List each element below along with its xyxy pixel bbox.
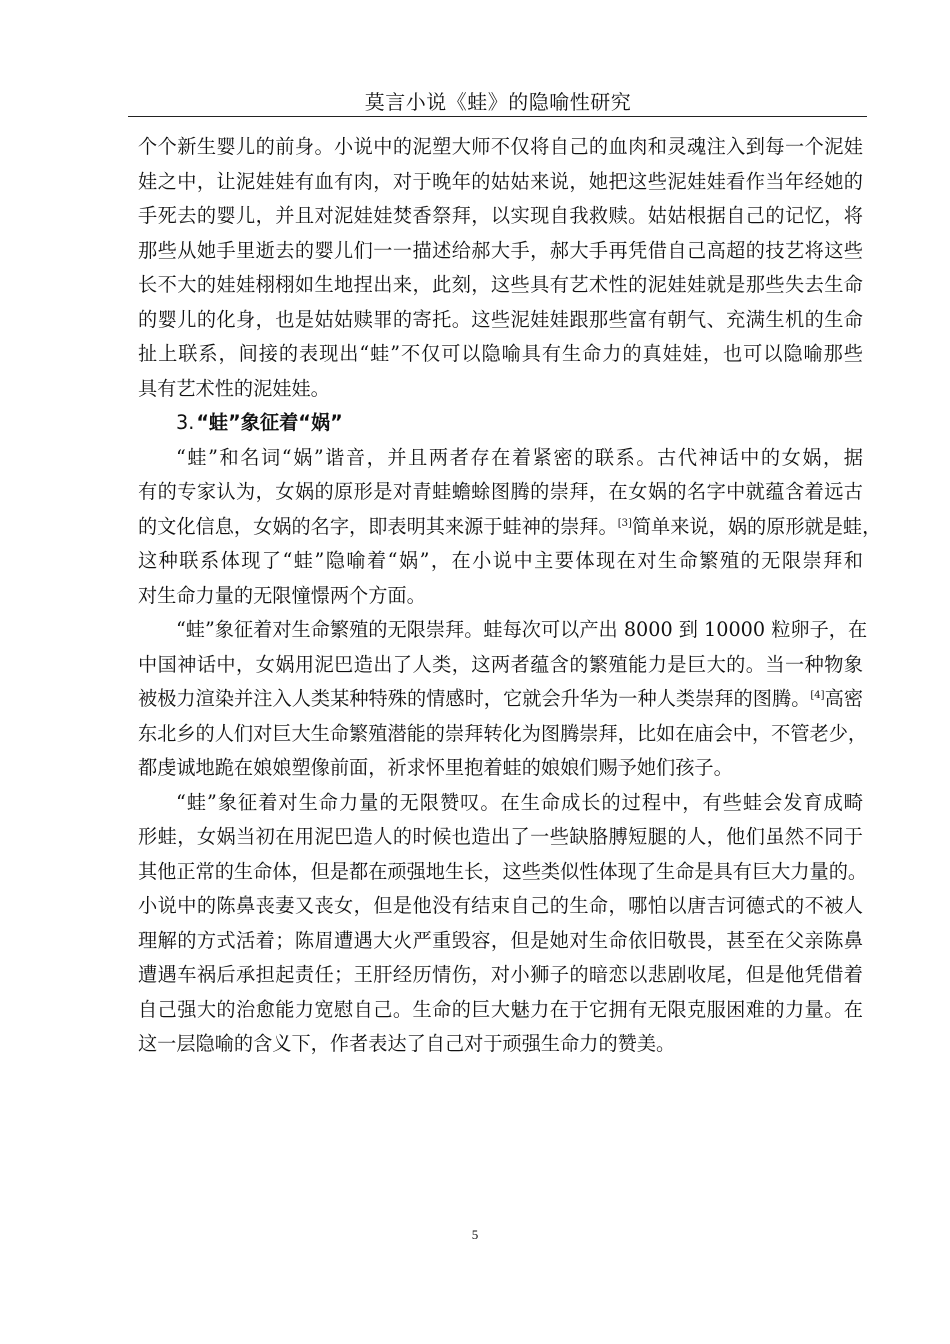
- citation-marker: [4]: [810, 690, 825, 701]
- text-line: 这一层隐喻的含义下，作者表达了自己对于顽强生命力的赞美。: [138, 1032, 676, 1055]
- text-line: 手死去的婴儿，并且对泥娃娃焚香祭拜，以实现自我救赎。姑姑根据自己的记忆，将: [138, 204, 863, 227]
- text-fragment: 的文化信息，女娲的名字，即表明其来源于蛙神的崇拜。: [138, 514, 618, 538]
- text-line: 这种联系体现了“蛙”隐喻着“娲”，在小说中主要体现在对生命繁殖的无限崇拜和: [138, 549, 863, 572]
- header-divider: [128, 116, 867, 117]
- text-line: 小说中的陈鼻丧妻又丧女，但是他没有结束自己的生命，哪怕以唐吉诃德式的不被人: [138, 894, 863, 917]
- text-fragment: 简单来说，娲的原形就是蛙，: [631, 514, 882, 538]
- paragraph-fertility-worship: [138, 613, 868, 786]
- text-line: “蛙”象征着对生命力量的无限赞叹。在生命成长的过程中，有些蛙会发育成畸: [176, 790, 863, 814]
- section-heading: [138, 406, 863, 441]
- page-header-title: 莫言小说《蛙》的隐喻性研究: [364, 90, 632, 114]
- text-line: 娃之中，让泥娃娃有血有肉，对于晚年的姑姑来说，她把这些泥娃娃看作当年经她的: [138, 169, 863, 193]
- text-fragment: 高密: [824, 687, 864, 710]
- text-line: “蛙”和名词“娲”谐音，并且两者存在着紧密的联系。古代神话中的女娲，据: [176, 445, 863, 469]
- text-line: 自己强大的治愈能力宽慰自己。生命的巨大魅力在于它拥有无限克服困难的力量。在: [138, 997, 863, 1021]
- text-line: 具有艺术性的泥娃娃。: [138, 376, 330, 400]
- text-line: 理解的方式活着；陈眉遭遇大火严重毁容，但是她对生命依旧敬畏，甚至在父亲陈鼻: [138, 928, 863, 952]
- text-line: 东北乡的人们对巨大生命繁殖潜能的崇拜转化为图腾崇拜，比如在庙会中，不管老少，: [138, 721, 868, 745]
- citation-marker: [3]: [617, 517, 632, 529]
- text-line: 中国神话中，女娲用泥巴造出了人类，这两者蕴含的繁殖能力是巨大的。当一种物象: [138, 652, 863, 676]
- text-line: 的婴儿的化身，也是姑姑赎罪的寄托。这些泥娃娃跟那些富有朝气、充满生机的生命: [138, 307, 863, 331]
- text-fragment: 被极力渲染并注入人类某种特殊的情感时，它就会升华为一种人类崇拜的图腾。: [138, 687, 811, 710]
- text-line: 对生命力量的无限憧憬两个方面。: [138, 583, 426, 607]
- text-line: 形蛙，女娲当初在用泥巴造人的时候也造出了一些缺胳膊短腿的人，他们虽然不同于: [138, 825, 863, 848]
- text-line: 遭遇车祸后承担起责任；王肝经历情伤，对小狮子的暗恋以悲剧收尾，但是他凭借着: [138, 963, 863, 986]
- text-line: 那些从她手里逝去的婴儿们一一描述给郝大手，郝大手再凭借自己高超的技艺将这些: [138, 238, 863, 262]
- paragraph-continued: [138, 130, 863, 406]
- body-text: [138, 130, 882, 1062]
- text-line: 个个新生婴儿的前身。小说中的泥塑大师不仅将自己的血肉和灵魂注入到每一个泥娃: [138, 135, 863, 158]
- section-number: 3.: [176, 411, 195, 434]
- paragraph-life-force: [138, 786, 868, 1062]
- text-line: “蛙”象征着对生命繁殖的无限崇拜。蛙每次可以产出 8000 到 10000 粒卵子，在: [176, 618, 868, 641]
- text-line: 扯上联系，间接的表现出“蛙”不仅可以隐喻具有生命力的真娃娃，也可以隐喻那些: [138, 342, 863, 365]
- text-line: 长不大的娃娃栩栩如生地捏出来，此刻，这些具有艺术性的泥娃娃就是那些失去生命: [138, 273, 863, 296]
- text-line: [138, 510, 882, 545]
- text-line: 有的专家认为，女娲的原形是对青蛙蟾蜍图腾的崇拜，在女娲的名字中就蕴含着远古: [138, 480, 863, 503]
- paragraph-wa-homophone: [138, 441, 882, 614]
- text-line: 其他正常的生命体，但是都在顽强地生长，这些类似性体现了生命是具有巨大力量的。: [138, 859, 868, 883]
- text-line: [138, 682, 863, 717]
- text-line: 都虔诚地跪在娘娘塑像前面，祈求怀里抱着蛙的娘娘们赐予她们孩子。: [138, 756, 733, 779]
- page-number: 5: [471, 1227, 479, 1242]
- section-title: “蛙”象征着“娲”: [196, 411, 343, 434]
